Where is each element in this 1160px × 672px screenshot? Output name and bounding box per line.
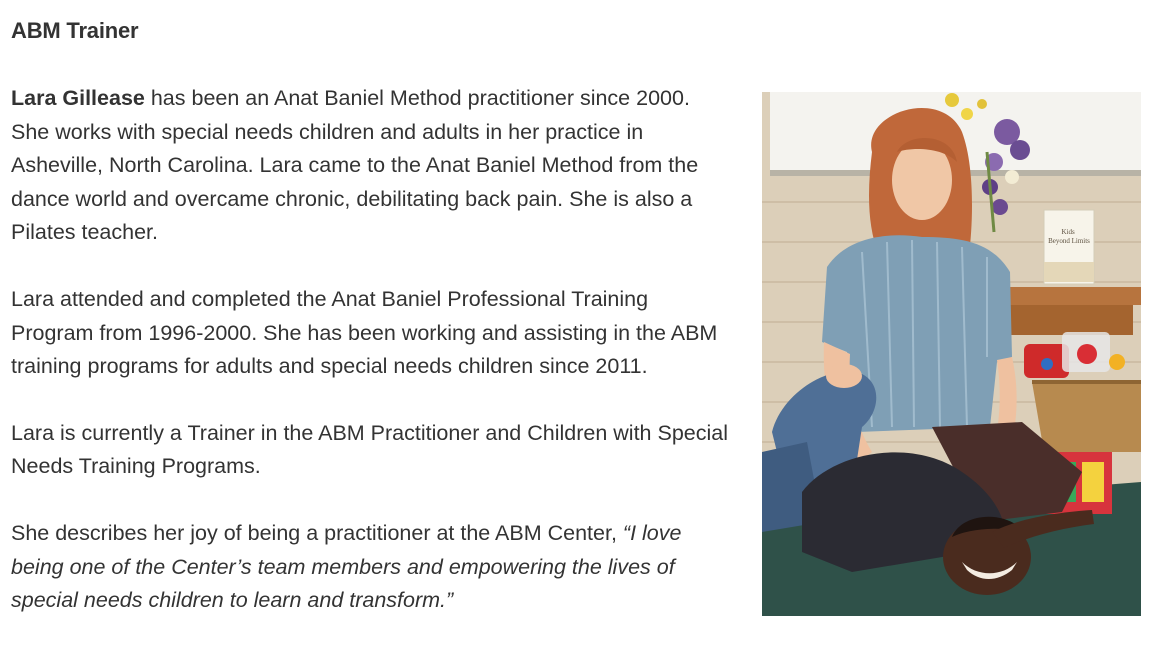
quote-intro: She describes her joy of being a practitioner at the ABM Center,	[11, 520, 623, 545]
shelf-front	[990, 305, 1133, 335]
bio-paragraph-training: Lara attended and completed the Anat Baniel Professional Training Program from 1996-2000. She has been working and assisting in the ABM training programs for adults and special needs children since 2011.	[11, 286, 718, 379]
intro-text: has been an Anat Baniel Method practitioner since 2000. She works with special needs children and adults in her practice in Asheville, North Carolina. Lara came to the Anat Baniel Method from the dance world and overcame chronic, debilitating back pain. She is also a Pilates teacher.	[11, 86, 699, 245]
book-title: Kids Beyond Limits	[1048, 228, 1090, 245]
bio-content	[11, 82, 731, 651]
photo-illustration	[762, 92, 1141, 616]
trainer-name: Lara Gillease	[11, 86, 145, 110]
bio-paragraph-quote	[11, 517, 731, 618]
page-title: ABM Trainer	[11, 18, 139, 43]
book-band	[1044, 262, 1094, 282]
trainer-photo	[762, 92, 1141, 616]
bio-paragraph-intro	[11, 82, 731, 250]
trainer-quote: “I love being one of the Center’s team members and empowering the lives of special needs children to learn and transform.”	[11, 520, 682, 613]
bio-paragraph-role: Lara is currently a Trainer in the ABM Practitioner and Children with Special Needs Training Programs.	[11, 420, 729, 479]
